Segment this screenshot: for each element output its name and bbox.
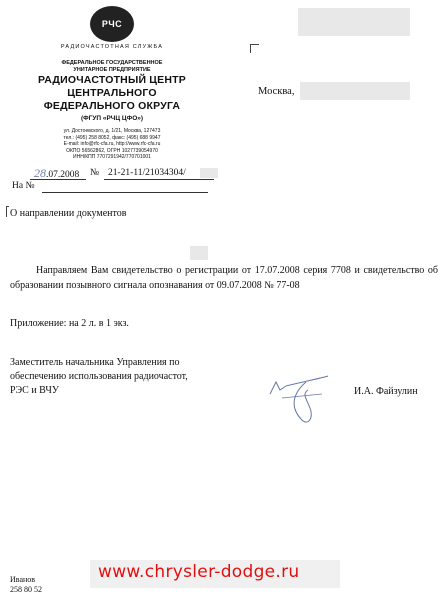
outgoing-number-label: № <box>90 168 100 178</box>
executor-info <box>10 575 42 595</box>
body-paragraph <box>10 263 438 293</box>
signatory-position-line2: обеспечению использования радиочастот, <box>10 371 188 382</box>
signatory-position-line3: РЭС и ВЧУ <box>10 385 59 396</box>
outgoing-date-printed: .07.2008 <box>46 170 80 180</box>
org-title-line2: ЦЕНТРАЛЬНОГО <box>67 87 157 99</box>
addressee-city: Москва, <box>258 86 295 97</box>
org-abbreviation: (ФГУП «РЧЦ ЦФО») <box>80 115 144 122</box>
logo-text: РЧС <box>101 19 123 29</box>
org-inn: ИНН/КПП 7707291942/770701001 <box>73 154 151 161</box>
handwritten-signature <box>262 364 334 430</box>
signatory-position-line1: Заместитель начальника Управления по <box>10 357 180 368</box>
watermark-url: www.chrysler-dodge.ru <box>98 562 300 582</box>
org-okpo: ОКПО 56562862, ОГРН 1027739054970 <box>66 147 158 154</box>
redacted-area-address <box>300 82 410 100</box>
subject-line: О направлении документов <box>10 208 127 219</box>
org-contacts <box>22 128 202 161</box>
org-title-line3: ФЕДЕРАЛЬНОГО ОКРУГА <box>43 100 181 112</box>
org-type-line1: ФЕДЕРАЛЬНОЕ ГОСУДАРСТВЕННОЕ <box>61 60 163 66</box>
signatory-name: И.А. Файзулин <box>354 386 418 397</box>
redacted-area-number-end <box>200 168 218 178</box>
signatory-position <box>10 356 240 398</box>
service-name: РАДИОЧАСТОТНАЯ СЛУЖБА <box>60 44 164 50</box>
org-title-line1: РАДИОЧАСТОТНЫЙ ЦЕНТР <box>37 74 186 86</box>
reference-underline <box>42 192 208 193</box>
organization-logo <box>90 6 134 42</box>
redacted-area-top-right <box>298 8 410 36</box>
outgoing-number: 21-21-11/21034304/ <box>108 168 186 178</box>
reference-label: На № <box>12 181 35 191</box>
redacted-area-subject <box>190 246 208 260</box>
org-email: E-mail: info@rfc-cfa.ru, http://www.rfc-cfa.ru <box>63 141 161 148</box>
org-address: ул. Достоевского, д. 1/21, Москва, 127473 <box>63 128 161 134</box>
org-type-line2: УНИТАРНОЕ ПРЕДПРИЯТИЕ <box>73 67 151 73</box>
org-phone: тел.: (495) 258 8052, факс: (495) 688 9947 <box>63 134 161 141</box>
number-underline <box>104 179 214 180</box>
attachment-line: Приложение: на 2 л. в 1 экз. <box>10 318 129 329</box>
date-underline <box>30 179 86 180</box>
subject-corner-mark <box>6 206 9 217</box>
executor-phone: 258 80 52 <box>10 585 42 594</box>
body-paragraph-text: Направляем Вам свидетельство о регистрации от 17.07.2008 серия 7708 и свидетельство об образовании позывного сигнала опознавания от 09.07.2008 № 77-08 <box>10 265 438 291</box>
addressee-corner-mark <box>250 44 259 53</box>
executor-name: Иванов <box>10 575 36 584</box>
outgoing-date-handwritten: 28 <box>34 166 46 180</box>
